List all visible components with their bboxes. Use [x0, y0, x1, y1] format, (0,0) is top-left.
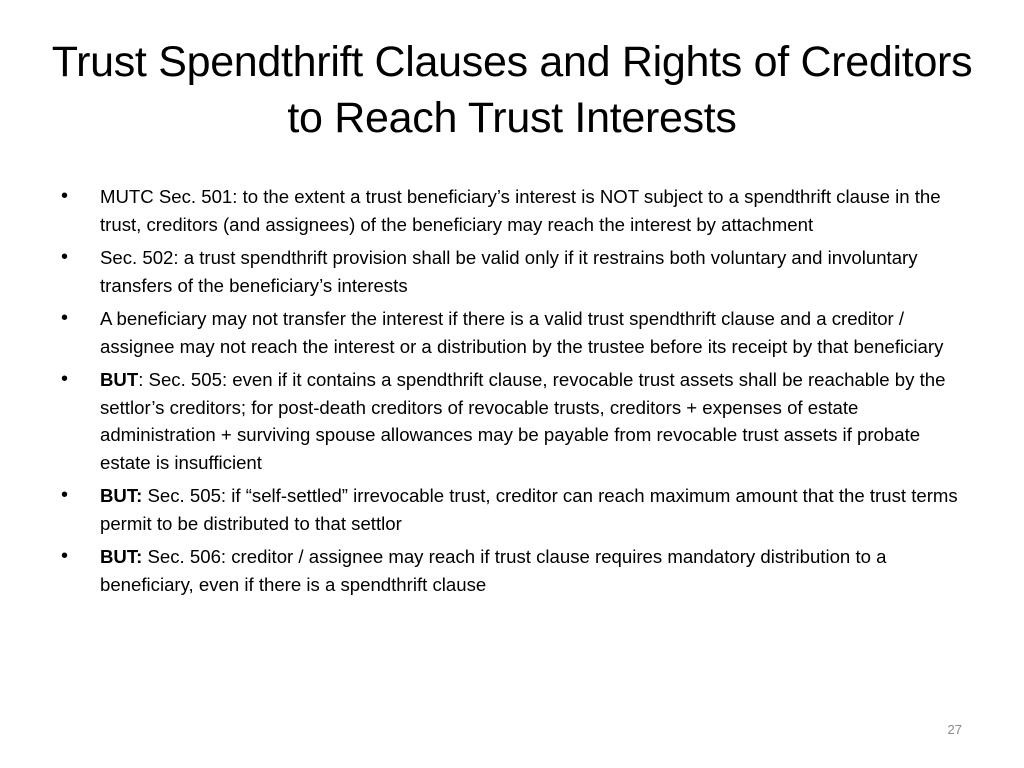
bullet-body: MUTC Sec. 501: to the extent a trust beneficiary’s interest is NOT subject to a spendthrift clause in the trust, creditors (and assignees) of the beneficiary may reach the interest by attachment	[100, 186, 941, 235]
bullet-lead: BUT	[100, 369, 139, 390]
bullet-item	[60, 482, 970, 537]
bullet-item	[60, 305, 970, 360]
bullet-body: Sec. 506: creditor / assignee may reach if trust clause requires mandatory distribution to a beneficiary, even if there is a spendthrift clause	[100, 546, 887, 595]
bullet-dot-icon: •	[61, 185, 69, 207]
bullet-dot-icon: •	[61, 246, 69, 268]
bullet-dot-icon: •	[61, 484, 69, 506]
bullet-dot-icon: •	[61, 368, 69, 390]
bullet-item	[60, 543, 970, 598]
bullet-item	[60, 244, 970, 299]
bullet-text	[100, 308, 943, 357]
bullet-body: A beneficiary may not transfer the interest if there is a valid trust spendthrift clause and a creditor / assignee may not reach the interest or a distribution by the trustee before its receipt by that beneficiary	[100, 308, 944, 357]
bullet-text	[100, 546, 886, 595]
bullet-lead: BUT:	[100, 546, 143, 567]
bullet-item	[60, 183, 970, 238]
bullet-list	[60, 183, 970, 604]
bullet-item	[60, 366, 970, 476]
bullet-body: Sec. 502: a trust spendthrift provision shall be valid only if it restrains both voluntary and involuntary transfers of the beneficiary’s interests	[100, 247, 918, 296]
page-number: 27	[947, 722, 962, 737]
bullet-body: Sec. 505: if “self-settled” irrevocable trust, creditor can reach maximum amount that the trust terms permit to be distributed to that settlor	[100, 485, 958, 534]
bullet-text	[100, 186, 941, 235]
bullet-dot-icon: •	[61, 307, 69, 329]
bullet-dot-icon: •	[61, 545, 69, 567]
bullet-text	[100, 247, 918, 296]
bullet-body: : Sec. 505: even if it contains a spendthrift clause, revocable trust assets shall be reachable by the settlor’s creditors; for post-death creditors of revocable trusts, creditors + expenses of estate administration + surviving spouse allowances may be payable from revocable trust assets if probate estate is insufficient	[100, 369, 946, 473]
slide-title: Trust Spendthrift Clauses and Rights of Creditors to Reach Trust Interests	[51, 38, 973, 142]
bullet-text	[100, 369, 945, 473]
bullet-text	[100, 485, 958, 534]
bullet-lead: BUT:	[100, 485, 143, 506]
